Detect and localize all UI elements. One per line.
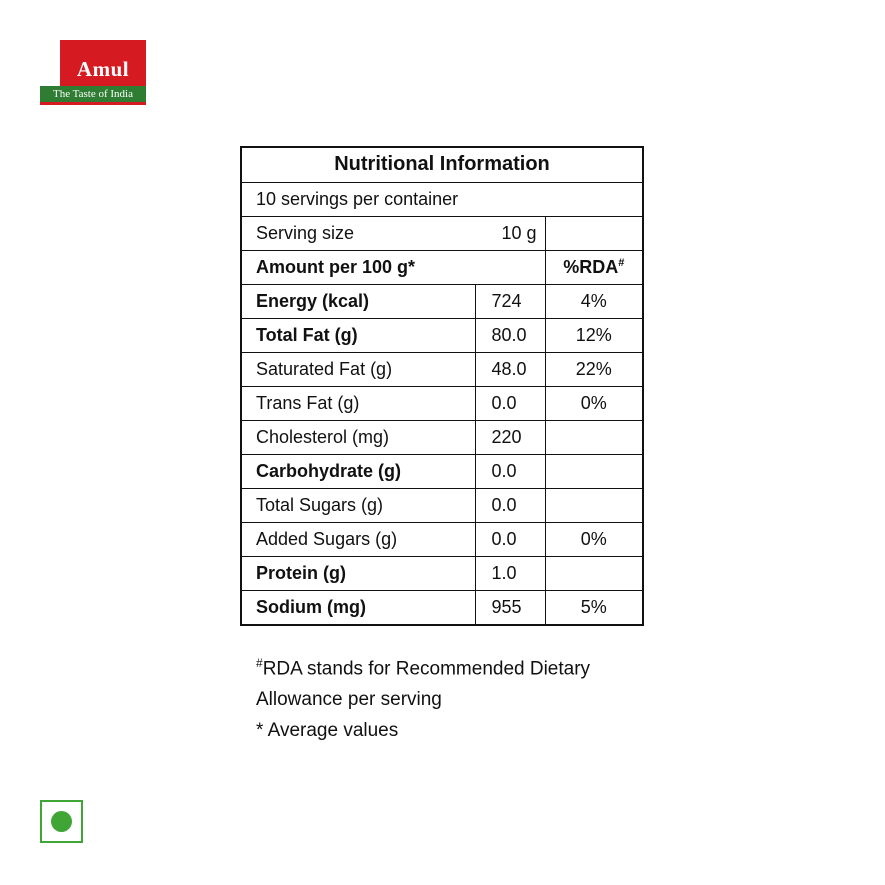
nutrient-rda	[545, 454, 642, 488]
nutrient-value: 955	[475, 590, 545, 624]
nutrient-rda: 22%	[545, 352, 642, 386]
serving-size-value: 10 g	[475, 216, 545, 250]
nutrient-row	[242, 454, 642, 488]
rda-header-label: %RDA	[563, 256, 619, 277]
footnotes	[256, 648, 590, 746]
nutrient-value: 48.0	[475, 352, 545, 386]
nutrient-value: 220	[475, 420, 545, 454]
nutrient-label: Total Fat (g)	[242, 318, 475, 352]
nutrition-title: Nutritional Information	[242, 148, 642, 182]
nutrient-rda: 12%	[545, 318, 642, 352]
nutrient-row	[242, 488, 642, 522]
logo-tagline: The Taste of India	[40, 86, 146, 102]
logo-red-block	[60, 40, 146, 86]
rda-header-mark: #	[618, 256, 625, 269]
nutrient-value: 0.0	[475, 386, 545, 420]
serving-size-label: Serving size	[242, 216, 475, 250]
average-values-note: * Average values	[256, 720, 399, 742]
nutrient-row	[242, 318, 642, 352]
nutrient-rda	[545, 488, 642, 522]
nutrient-row	[242, 522, 642, 556]
servings-per-container: 10 servings per container	[242, 182, 642, 216]
nutrient-label: Trans Fat (g)	[242, 386, 475, 420]
nutrient-row	[242, 556, 642, 590]
nutrient-row	[242, 386, 642, 420]
servings-row	[242, 182, 642, 216]
nutrient-label: Total Sugars (g)	[242, 488, 475, 522]
serving-size-row	[242, 216, 642, 250]
logo-wordmark: Amul	[76, 57, 130, 81]
nutrient-rda	[545, 420, 642, 454]
rda-footnote-mark: #	[256, 656, 263, 670]
serving-size-empty	[545, 216, 642, 250]
nutrition-title-row	[242, 148, 642, 182]
nutrition-table	[240, 146, 644, 626]
nutrient-label: Sodium (mg)	[242, 590, 475, 624]
nutrient-row	[242, 352, 642, 386]
nutrient-value: 724	[475, 284, 545, 318]
nutrient-label: Saturated Fat (g)	[242, 352, 475, 386]
amount-header-row	[242, 250, 642, 284]
rda-footnote-line1	[256, 648, 590, 684]
nutrient-row	[242, 590, 642, 624]
veg-symbol-icon	[40, 800, 83, 843]
nutrient-label: Cholesterol (mg)	[242, 420, 475, 454]
nutrient-rda: 4%	[545, 284, 642, 318]
nutrient-value: 0.0	[475, 454, 545, 488]
nutrient-rda: 0%	[545, 386, 642, 420]
rda-footnote-text: RDA stands for Recommended Dietary	[262, 658, 591, 680]
veg-dot	[51, 811, 72, 832]
nutrient-value: 80.0	[475, 318, 545, 352]
nutrient-row	[242, 420, 642, 454]
rda-header	[545, 250, 642, 284]
nutrient-label: Carbohydrate (g)	[242, 454, 475, 488]
nutrient-value: 1.0	[475, 556, 545, 590]
logo-underline	[40, 102, 146, 105]
nutrient-rda	[545, 556, 642, 590]
rda-footnote-line2: Allowance per serving	[256, 689, 442, 711]
nutrient-value: 0.0	[475, 488, 545, 522]
nutrient-rda: 5%	[545, 590, 642, 624]
nutrient-rda: 0%	[545, 522, 642, 556]
nutrient-label: Protein (g)	[242, 556, 475, 590]
nutrient-row	[242, 284, 642, 318]
amount-header: Amount per 100 g*	[242, 250, 545, 284]
brand-logo	[40, 40, 146, 105]
nutrient-label: Energy (kcal)	[242, 284, 475, 318]
nutrient-value: 0.0	[475, 522, 545, 556]
nutrient-label: Added Sugars (g)	[242, 522, 475, 556]
